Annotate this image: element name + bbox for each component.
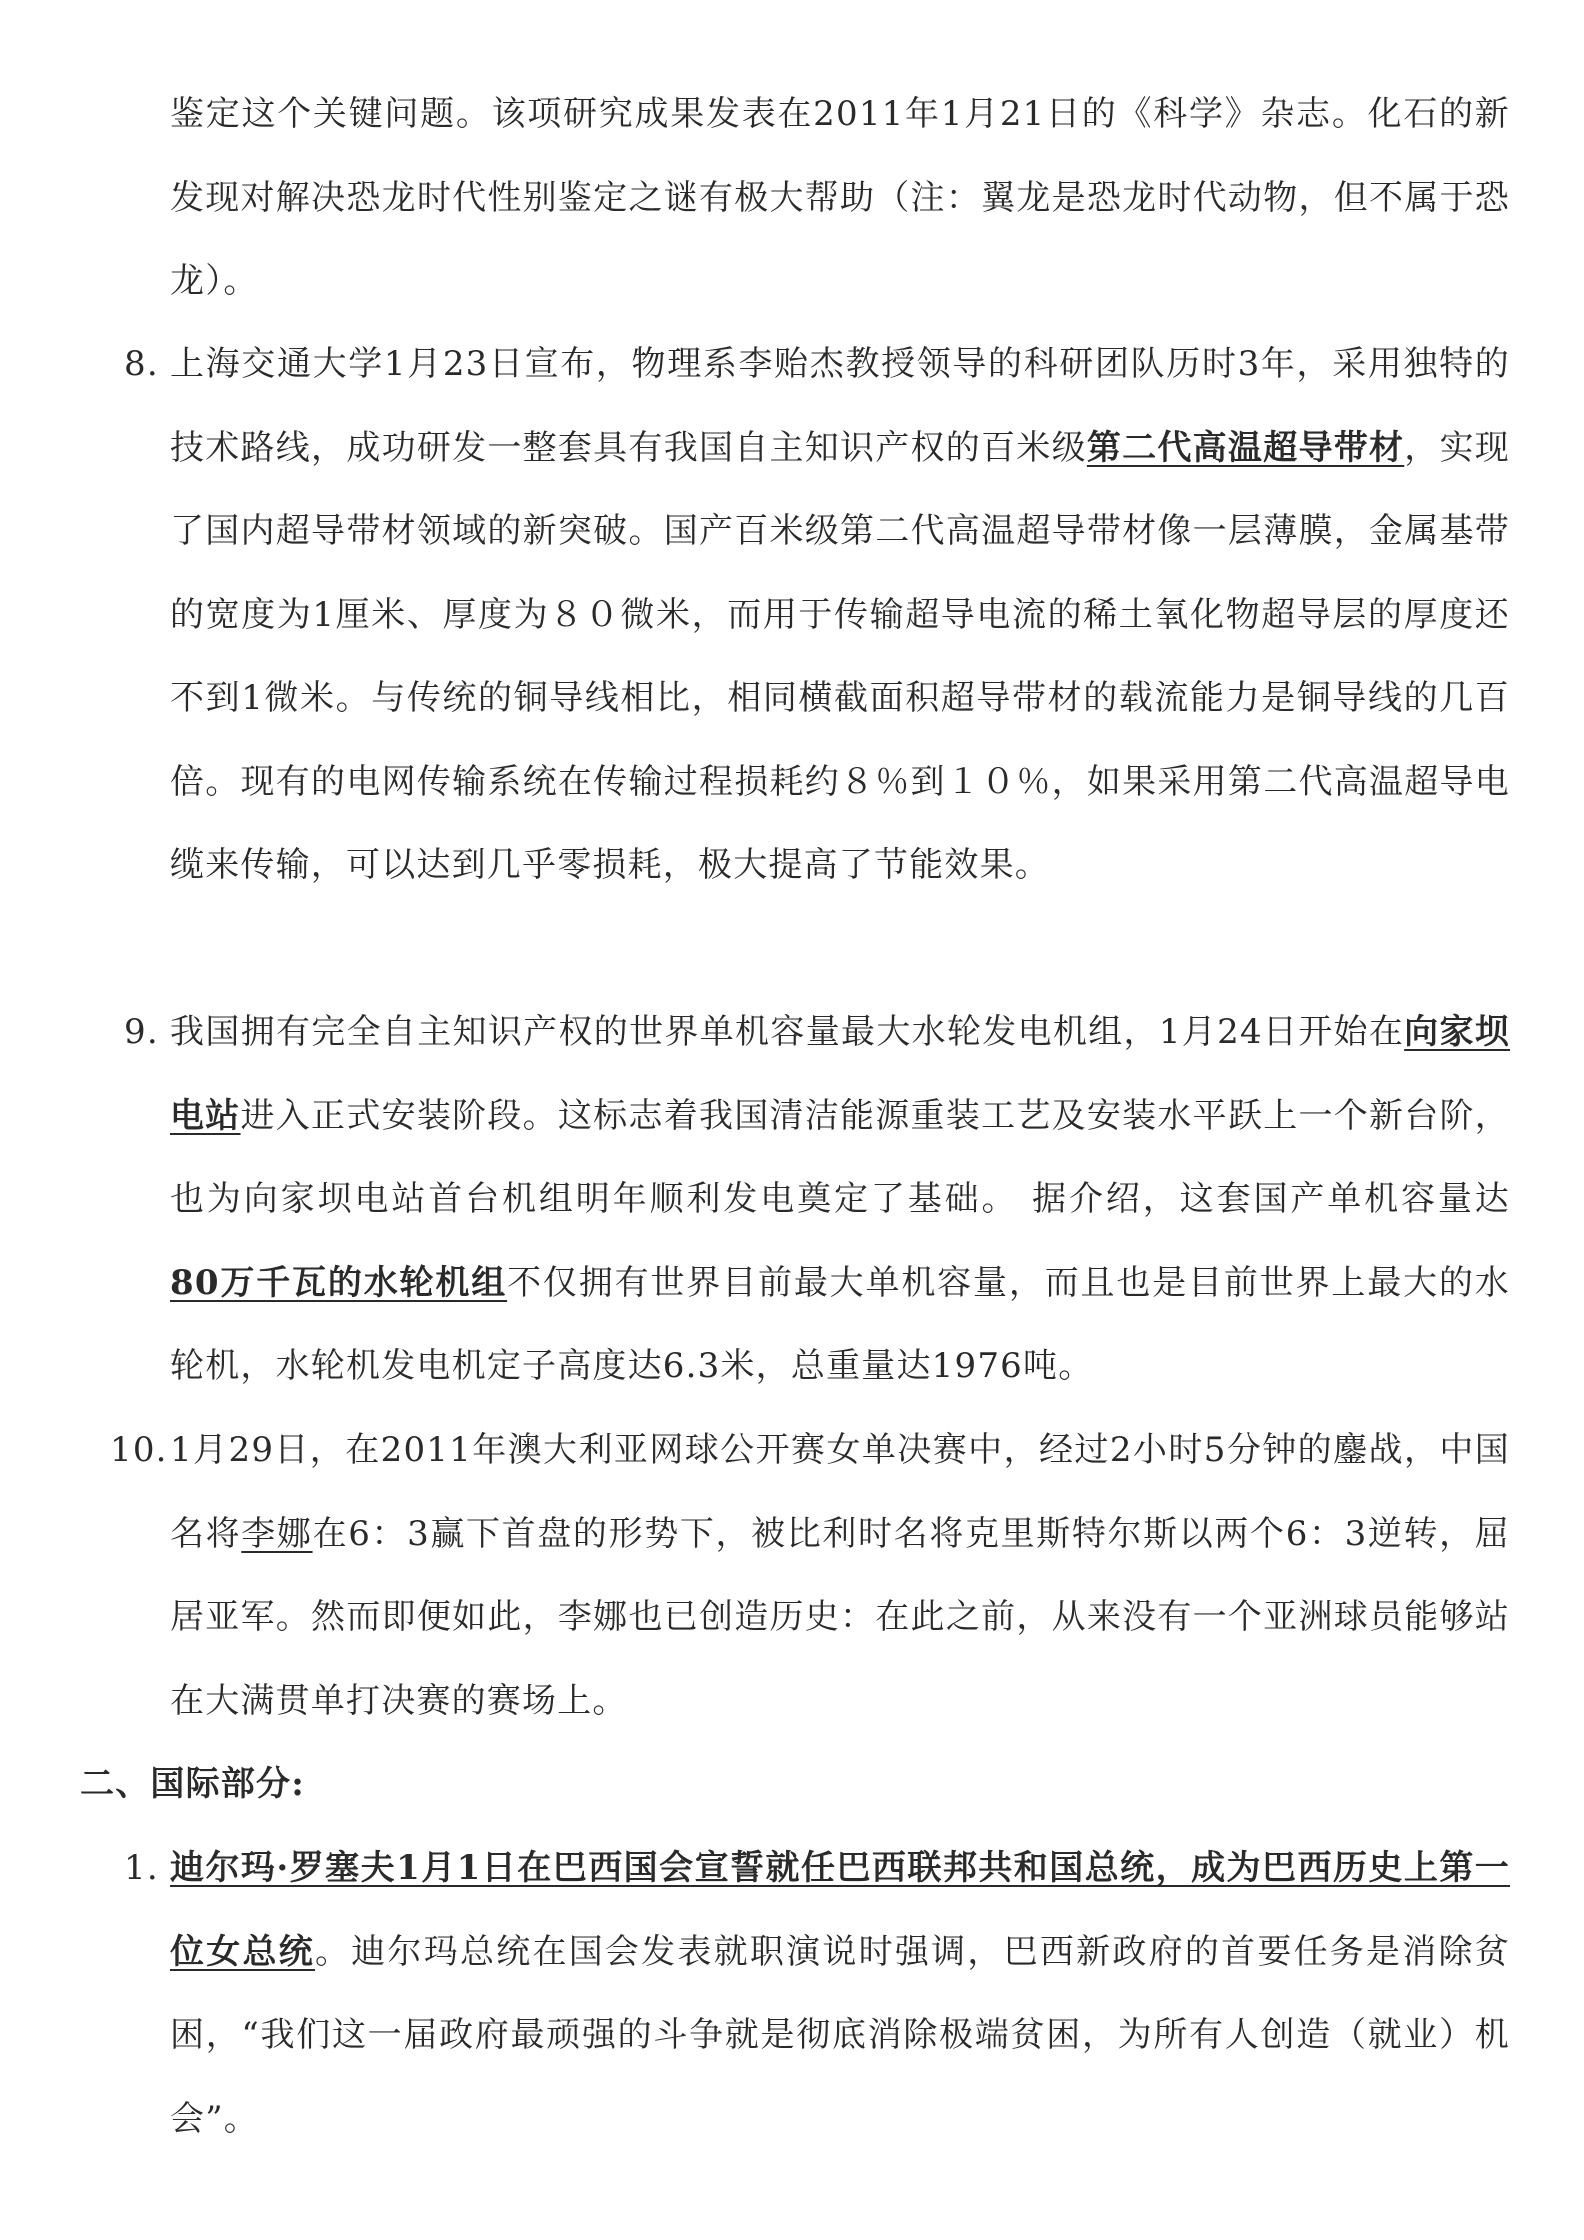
- intro-text: 鉴定这个关键问题。该项研究成果发表在2011年1月21日的《科学》杂志。化石的新发现对解决恐龙时代性别鉴定之谜有极大帮助（注：翼龙是恐龙时代动物，但不属于恐龙）。: [170, 94, 1510, 301]
- list-item-9: [124, 991, 1511, 1409]
- highlight-superconductor: 第二代高温超导带材: [1086, 427, 1405, 468]
- highlight-rousseff: 迪尔玛·罗塞夫1月1日在巴西国会宣誓就任巴西联邦共和国总统，成为巴西历史上第一位女总统: [170, 1848, 1510, 1972]
- item-text: 不仅拥有世界目前最大单机容量，而且也是目前世界上最大的水轮机，水轮机发电机定子高度达6.3米，总重量达1976吨。: [170, 1262, 1510, 1386]
- item-text: 进入正式安装阶段。这标志着我国清洁能源重装工艺及安装水平跃上一个新台阶，也为向家坝电站首台机组明年顺利发电奠定了基础。 据介绍，这套国产单机容量达: [170, 1095, 1510, 1219]
- highlight-xiangjiaba: 向家坝电站: [170, 1012, 1511, 1136]
- item-text: 1月29日，在2011年澳大利亚网球公开赛女单决赛中，经过2小时5分钟的鏖战，中国名将: [170, 1430, 1510, 1554]
- intl-item-1: [124, 1827, 1510, 2161]
- item-text: 在6：3赢下首盘的形势下，被比利时名将克里斯特尔斯以两个6：3逆转，屈居亚军。然而即便如此，李娜也已创造历史：在此之前，从来没有一个亚洲球员能够站在大满贯单打决赛的赛场上。: [170, 1513, 1510, 1721]
- item-text: ，实现了国内超导带材领域的新突破。国产百米级第二代高温超导带材像一层薄膜，金属基带的宽度为1厘米、厚度为８０微米，而用于传输超导电流的稀土氧化物超导层的厚度还不到1微米。与传统的铜导线相比，相同横截面积超导带材的载流能力是铜导线的几百倍。现有的电网传输系统在传输过程损耗约８％到１０％，如果采用第二代高温超导电缆来传输，可以达到几乎零损耗，极大提高了节能效果。: [170, 427, 1510, 885]
- item-number: 8.: [124, 344, 159, 384]
- item-text: 。迪尔玛总统在国会发表就职演说时强调，巴西新政府的首要任务是消除贫困，“我们这一届政府最顽强的斗争就是彻底消除极端贫困，为所有人创造（就业）机会”。: [170, 1931, 1510, 2139]
- item-number: 1.: [124, 1848, 159, 1888]
- highlight-lina: 李娜: [241, 1513, 313, 1554]
- highlight-turbine: 80万千瓦的水轮机组: [170, 1262, 508, 1303]
- item-number: 10.: [110, 1430, 168, 1470]
- section-heading: 二、国际部分:: [80, 1764, 305, 1804]
- intro-paragraph: [170, 73, 1510, 324]
- item-number: 9.: [124, 1012, 159, 1052]
- item-text: 我国拥有完全自主知识产权的世界单机容量最大水轮发电机组，1月24日开始在: [170, 1012, 1405, 1052]
- list-item-8: [124, 323, 1510, 908]
- item-text: 上海交通大学1月23日宣布，物理系李贻杰教授领导的科研团队历时3年，采用独特的技术路线，成功研发一整套具有我国自主知识产权的百米级: [170, 344, 1510, 468]
- list-item-10: [110, 1409, 1510, 1743]
